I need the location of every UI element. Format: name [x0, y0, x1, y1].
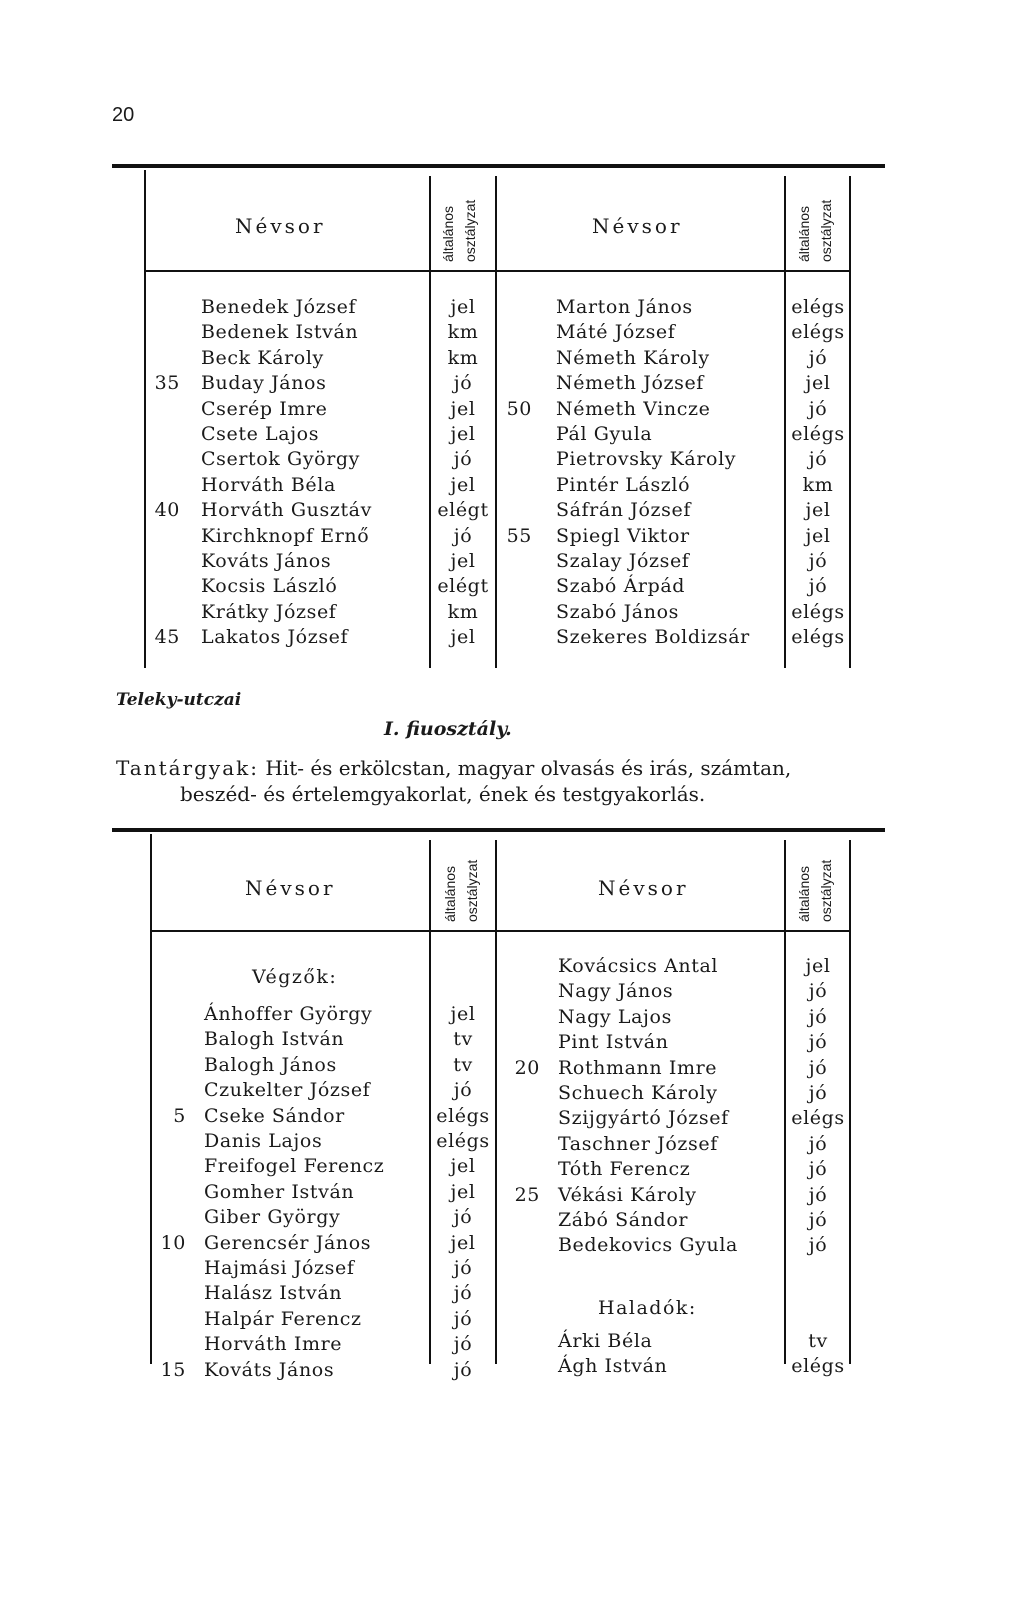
grade-value: jó: [808, 1056, 828, 1079]
student-name: Beck Károly: [201, 346, 324, 369]
grade-value: jó: [808, 550, 828, 572]
row-number: 10: [160, 1231, 186, 1254]
grade-value: jel: [805, 372, 831, 395]
table2-header-names-right: Névsor: [598, 876, 689, 900]
student-name: Lakatos József: [201, 626, 349, 649]
student-name: Bedekovics Gyula: [558, 1234, 738, 1257]
grade-value: km: [447, 321, 479, 344]
student-name: Kováts János: [201, 550, 332, 572]
student-name: Cserép Imre: [201, 397, 328, 420]
student-name: Gomher István: [204, 1180, 355, 1203]
table2-header-names-left: Névsor: [245, 876, 336, 900]
grade-value: jel: [805, 524, 831, 547]
student-name: Kováts János: [204, 1358, 335, 1381]
row-number: 35: [154, 372, 180, 395]
student-name: Szekeres Boldizsár: [556, 626, 750, 649]
grade-value: elégs: [791, 296, 845, 318]
grade-value: jó: [453, 1307, 473, 1330]
grade-value: jó: [453, 448, 473, 471]
grade-value: elégs: [791, 321, 845, 344]
student-name: Nagy Lajos: [558, 1005, 672, 1028]
grade-value: elégs: [791, 423, 845, 445]
student-name: Pintér László: [556, 473, 691, 496]
student-name: Horváth Imre: [204, 1333, 343, 1356]
grade-value: jó: [453, 1079, 473, 1102]
student-name: Szabó Árpád: [556, 575, 686, 598]
grade-value: jel: [450, 1180, 476, 1203]
student-name: Balogh János: [204, 1053, 337, 1076]
student-name: Kirchknopf Ernő: [201, 524, 370, 547]
table1-top-rule: [112, 164, 885, 168]
student-name: Csete Lajos: [201, 423, 320, 445]
grade-value: jó: [808, 575, 828, 598]
class-title: I. fiuosztály.: [384, 718, 512, 740]
row-number: 25: [514, 1183, 540, 1206]
row-number: 50: [506, 397, 532, 420]
grade-value: tv: [453, 1053, 473, 1076]
student-name: Freifogel Ferencz: [204, 1155, 385, 1178]
student-name: Spiegl Viktor: [556, 524, 690, 547]
student-name: Danis Lajos: [204, 1130, 323, 1152]
grade-value: jó: [453, 524, 473, 547]
page-number: 20: [112, 104, 135, 126]
grade-value: jó: [808, 397, 828, 420]
grade-value: elégs: [791, 1355, 845, 1378]
grade-value: jel: [450, 626, 476, 649]
grade-value: jó: [808, 1031, 828, 1054]
grade-value: jó: [808, 1183, 828, 1206]
student-name: Nagy János: [558, 980, 674, 1003]
grade-value: jó: [808, 980, 828, 1003]
student-name: Balogh István: [204, 1028, 345, 1051]
grade-value: jel: [450, 423, 476, 445]
student-name: Ánhoffer György: [204, 1003, 373, 1025]
row-number: 40: [154, 499, 180, 522]
grade-value: elégt: [437, 575, 489, 598]
grade-value: jel: [450, 550, 476, 572]
row-number: 15: [160, 1358, 186, 1381]
table1-header-rule: [144, 270, 850, 272]
grade-value: jó: [453, 1206, 473, 1229]
student-name: Szijgyártó József: [558, 1107, 729, 1130]
grade-value: jó: [808, 1158, 828, 1181]
grade-value: tv: [453, 1028, 473, 1051]
student-name: Tóth Ferencz: [558, 1158, 691, 1181]
student-name: Horváth Béla: [201, 473, 336, 496]
grade-value: jó: [453, 1282, 473, 1305]
grade-value: jel: [805, 499, 831, 522]
student-name: Csertok György: [201, 448, 360, 471]
grade-value: elégs: [791, 626, 845, 649]
student-name: Németh József: [556, 372, 704, 395]
student-name: Kocsis László: [201, 575, 338, 598]
grade-value: km: [447, 600, 479, 623]
grade-value: elégs: [791, 600, 845, 623]
table2-header-rule: [150, 930, 850, 932]
student-name: Benedek József: [201, 296, 357, 318]
grade-value: jó: [808, 1082, 828, 1104]
grade-value: jel: [805, 955, 831, 977]
grade-value: jel: [450, 296, 476, 318]
table1-vline: [144, 170, 146, 668]
student-name: Marton János: [556, 296, 693, 318]
student-name: Pietrovsky Károly: [556, 448, 737, 471]
student-name: Krátky József: [201, 600, 337, 623]
grade-value: km: [447, 346, 479, 369]
subjects-label: Tantárgyak:: [116, 756, 259, 780]
student-name: Szalay József: [556, 550, 690, 572]
grade-value: elégs: [436, 1130, 490, 1152]
section-graduates: Végzők:: [252, 966, 338, 988]
document-page: 20 Névsor Névsor általános osztályzat általános osztályzat Benedek József jel Bedenek István km Beck Károly km 35 Buday János jó Cserép Imre jel Csete Lajos jel Csertok György jó Horváth Béla jel 40 Horváth Gusztáv elégt Kirchknopf Ernő jó Kováts János jel Kocsis László elégt Krátky József km 45 Lakatos József jel Marton János elégs Máté József elégs Németh Károly jó Németh József jel 50 Németh Vincze jó Pál Gyula elégs Pietrovsky Károly jó Pintér László km Sáfrán József jel 55 Spiegl Viktor jel Szalay József jó Szabó Árpád jó Szabó János elégs Szekeres Boldizsár elégs Teleky-utczai I. fiuosztály. Tantárgyak: Hit- és erkölcstan, magyar olvasás és irás, számtan, beszéd- és értelemgyakorlat, ének és testgyakorlás. Névsor Névsor általános osztályzat általános osztályzat Végzők: Haladók: Ánhoffer György jel Balogh István tv Balogh János tv Czukelter József jó 5 Cseke Sándor elégs Danis Lajos elégs Freifogel Ferencz jel Gomher István jel Giber György jó 10 Gerencsér János jel Hajmási József jó Halász István jó Halpár Ferencz jó Horváth Imre jó 15 Kováts János jó Kovácsics Antal jel Nagy János jó Nagy Lajos jó Pint István jó 20 Rothmann Imre jó Schuech Károly jó Szijgyártó József elégs Taschner József jó Tóth Ferencz jó 25 Vékási Károly jó Zábó Sándor jó Bedekovics Gyula jó Árki Béla tv Ágh István elégs: [0, 0, 1024, 1624]
student-name: Cseke Sándor: [204, 1104, 345, 1127]
grade-value: jó: [808, 1132, 828, 1155]
street-title: Teleky-utczai: [116, 690, 242, 710]
student-name: Schuech Károly: [558, 1082, 718, 1104]
row-number: 45: [154, 626, 180, 649]
row-number: 20: [514, 1056, 540, 1079]
grade-value: jó: [453, 1257, 473, 1279]
student-name: Gerencsér János: [204, 1231, 372, 1254]
grade-value: jó: [453, 1333, 473, 1356]
subjects-line-1: [116, 756, 791, 780]
student-name: Halpár Ferencz: [204, 1307, 362, 1330]
student-name: Bedenek István: [201, 321, 359, 344]
grade-value: elégt: [437, 499, 489, 522]
student-name: Hajmási József: [204, 1257, 355, 1279]
grade-value: jó: [808, 346, 828, 369]
table2-vline: [150, 834, 152, 1364]
student-name: Taschner József: [558, 1132, 718, 1155]
table1-header-names-left: Névsor: [235, 214, 326, 238]
student-name: Ágh István: [558, 1355, 668, 1378]
student-name: Czukelter József: [204, 1079, 371, 1102]
student-name: Németh Vincze: [556, 397, 711, 420]
grade-value: jó: [453, 372, 473, 395]
grade-value: jel: [450, 1003, 476, 1025]
student-name: Halász István: [204, 1282, 343, 1305]
grade-value: jó: [808, 1209, 828, 1231]
student-name: Giber György: [204, 1206, 341, 1229]
student-name: Pál Gyula: [556, 423, 653, 445]
subjects-line-2: beszéd- és értelemgyakorlat, ének és testgyakorlás.: [180, 782, 706, 806]
student-name: Horváth Gusztáv: [201, 499, 372, 522]
row-number: 55: [506, 524, 532, 547]
student-name: Sáfrán József: [556, 499, 691, 522]
student-name: Németh Károly: [556, 346, 710, 369]
grade-value: jel: [450, 1155, 476, 1178]
grade-value: jó: [808, 1005, 828, 1028]
grade-value: elégs: [436, 1104, 490, 1127]
row-number: 5: [173, 1104, 186, 1127]
table1-header-names-right: Névsor: [592, 214, 683, 238]
grade-value: km: [802, 473, 834, 496]
student-name: Buday János: [201, 372, 327, 395]
grade-value: jel: [450, 1231, 476, 1254]
section-advancing: Haladók:: [598, 1297, 697, 1319]
grade-value: jó: [808, 448, 828, 471]
student-name: Szabó János: [556, 600, 679, 623]
subjects-text-1: Hit- és erkölcstan, magyar olvasás és irás, számtan,: [265, 756, 792, 780]
student-name: Árki Béla: [558, 1330, 653, 1352]
grade-value: jel: [450, 397, 476, 420]
grade-value: jó: [453, 1358, 473, 1381]
student-name: Kovácsics Antal: [558, 955, 719, 977]
student-name: Vékási Károly: [558, 1183, 697, 1206]
student-name: Pint István: [558, 1031, 669, 1054]
student-name: Máté József: [556, 321, 676, 344]
student-name: Zábó Sándor: [558, 1209, 689, 1231]
table2-top-rule: [112, 828, 885, 832]
grade-value: elégs: [791, 1107, 845, 1130]
grade-value: tv: [808, 1330, 828, 1352]
grade-value: jó: [808, 1234, 828, 1257]
grade-value: jel: [450, 473, 476, 496]
student-name: Rothmann Imre: [558, 1056, 718, 1079]
